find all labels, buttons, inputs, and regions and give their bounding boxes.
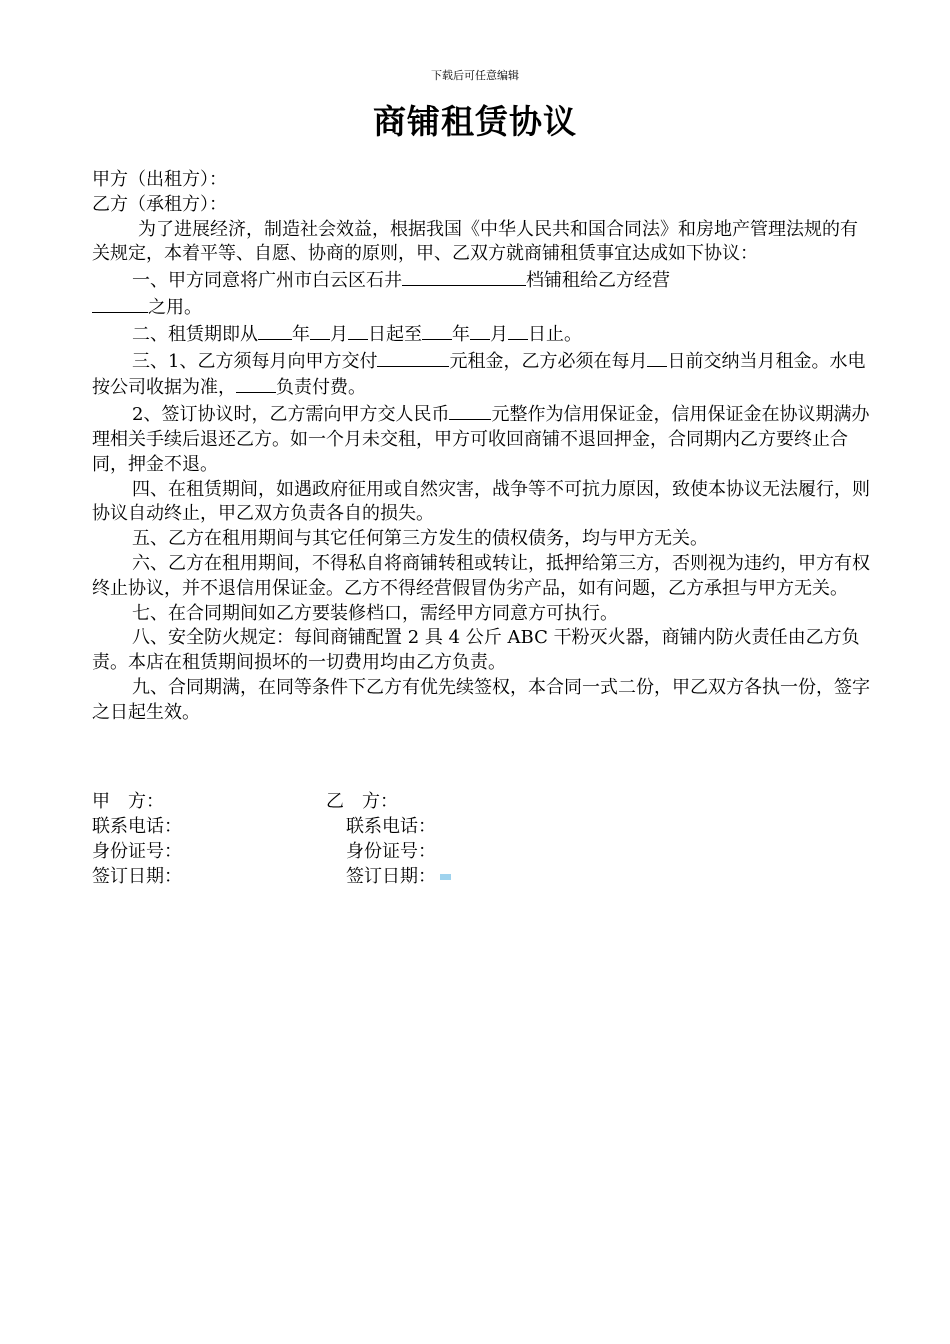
- blank-line[interactable]: [258, 321, 292, 340]
- clause-2: 二、租赁期即从 年 月 日起至 年 月 日止。: [92, 321, 872, 348]
- contract-body: [92, 168, 872, 726]
- blank-line[interactable]: [377, 348, 449, 367]
- clause-9: 九、合同期满，在同等条件下乙方有优先续签权，本合同一式二份，甲乙双方各执一份，签字之日起生效。: [92, 676, 870, 723]
- clause-4: 四、在租赁期间，如遇政府征用或自然灾害，战争等不可抗力原因，致使本协议无法履行，则协议自动终止，甲乙双方负责各自的损失。: [92, 478, 870, 525]
- blank-line[interactable]: [508, 321, 528, 340]
- sign-right-id: 身份证号：: [346, 841, 436, 862]
- blank-line[interactable]: [348, 321, 368, 340]
- blank-line[interactable]: [310, 321, 330, 340]
- sign-right-date: 签订日期：: [346, 866, 436, 887]
- blank-line[interactable]: [470, 321, 490, 340]
- clause-8: 八、安全防火规定：每间商铺配置 2 具 4 公斤 ABC 干粉灭火器，商铺内防火责任由乙方负责。本店在租赁期间损坏的一切费用均由乙方负责。: [92, 627, 860, 674]
- party-a-label: 甲方（出租方）：: [92, 169, 227, 190]
- text-cursor: [440, 874, 451, 880]
- sign-left-phone: 联系电话：: [92, 816, 182, 837]
- blank-line[interactable]: [402, 267, 526, 286]
- party-b-label: 乙方（承租方）：: [92, 193, 227, 215]
- sign-left-party: 甲 方：: [92, 791, 164, 812]
- clause-6: 六、乙方在租用期间，不得私自将商铺转租或转让，抵押给第三方，否则视为违约，甲方有权终止协议，并不退信用保证金。乙方不得经营假冒伪劣产品，如有问题，乙方承担与甲方无关。: [92, 552, 870, 599]
- blank-line[interactable]: [236, 374, 276, 393]
- clause-5: 五、乙方在租用期间与其它任何第三方发生的债权债务，均与甲方无关。: [132, 528, 708, 550]
- document-title: 商铺租赁协议: [373, 102, 577, 141]
- intro-paragraph: 为了进展经济，制造社会效益，根据我国《中华人民共和国合同法》和房地产管理法规的有关规定，本着平等、自愿、协商的原则，甲、乙双方就商铺租赁事宜达成如下协议：: [92, 218, 858, 265]
- clause-7: 七、在合同期间如乙方要装修档口，需经甲方同意方可执行。: [132, 602, 618, 624]
- sign-right-phone: 联系电话：: [346, 816, 436, 837]
- clause-1: 一、甲方同意将广州市白云区石井 档铺租给乙方经营 之用。: [92, 267, 872, 321]
- sign-left-date: 签订日期：: [92, 866, 182, 887]
- header-note: 下载后可任意编辑: [431, 69, 519, 82]
- clause-3-2: 2、签订协议时，乙方需向甲方交人民币 元整作为信用保证金，信用保证金在协议期满办理相关手续后退还乙方。如一个月未交租，甲方可收回商铺不退回押金，合同期内乙方要终止合同，押金不退。: [92, 401, 872, 477]
- blank-line[interactable]: [92, 294, 148, 313]
- blank-line[interactable]: [449, 401, 491, 420]
- sign-left-id: 身份证号：: [92, 841, 182, 862]
- clause-3: 三、1、乙方须每月向甲方交付 元租金，乙方必须在每月 日前交纳当月租金。水电按公司收据为准， 负责付费。: [92, 348, 872, 402]
- sign-right-date-row: [346, 865, 451, 890]
- blank-line[interactable]: [647, 348, 667, 367]
- blank-line[interactable]: [422, 321, 452, 340]
- sign-right-party: 乙 方：: [326, 791, 398, 812]
